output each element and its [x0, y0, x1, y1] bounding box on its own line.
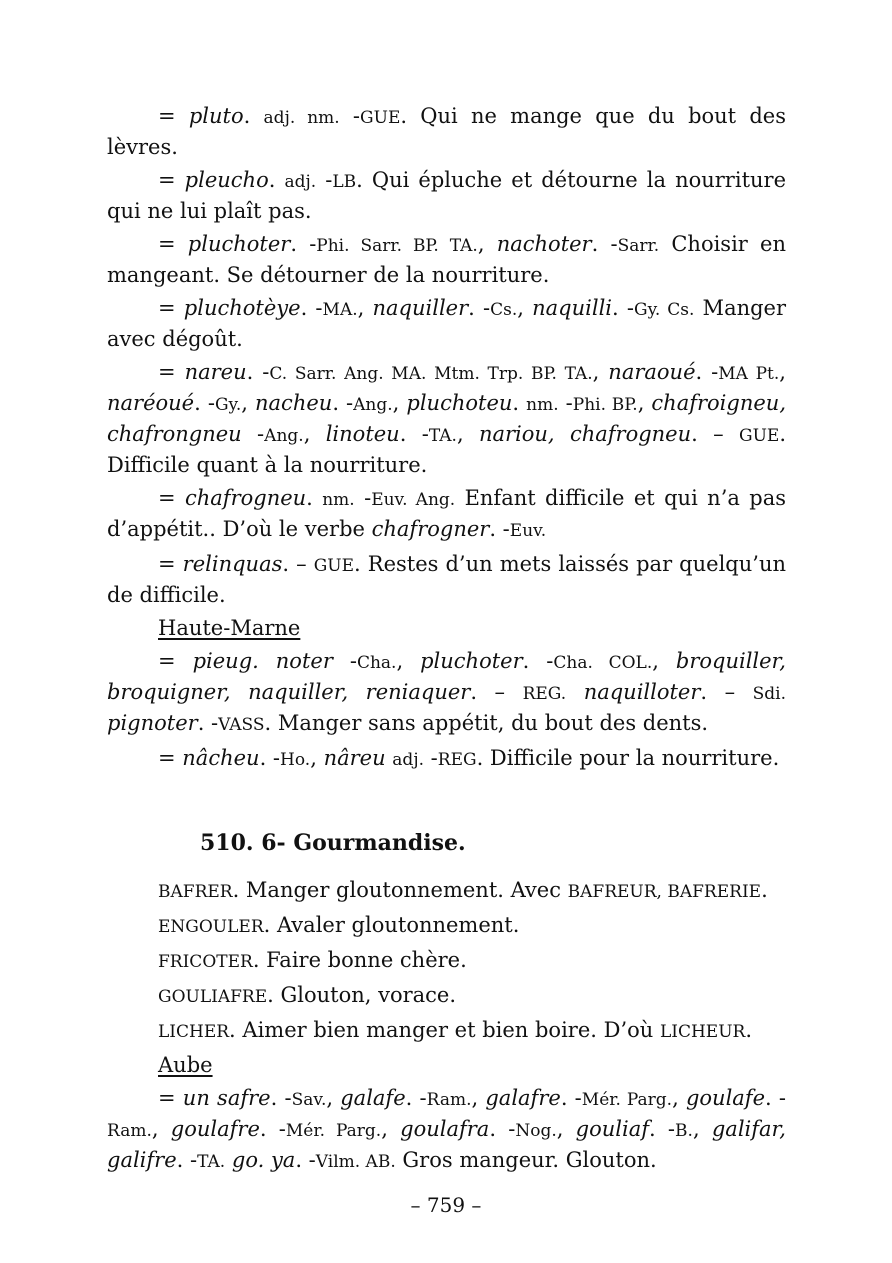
entry-bafrer: BAFRER. Manger gloutonnement. Avec BAFREUR, BAFRERIE. — [158, 878, 768, 902]
entry-nareu: = nareu. -C. Sarr. Ang. MA. Mtm. Trp. BP. TA., naraoué. -MA Pt., naréoué. -Gy., nacheu. -Ang., pluchoteu. nm. -Phi. BP., chafroigneu, chafrongneu -Ang., linoteu. -TA., nariou, chafrogneu. – GUE. Difficile quant à la nourriture. — [107, 360, 787, 477]
entry-pluchoteye: = pluchotèye. -MA., naquiller. -Cs., naquilli. -Gy. Cs. Manger avec dégoût. — [107, 296, 787, 351]
region-heading-aube: Aube — [158, 1053, 213, 1077]
entry-chafrogneu: = chafrogneu. nm. -Euv. Ang. Enfant difficile et qui n’a pas d’appétit.. D’où le verbe chafrogner. -Euv. — [107, 486, 787, 541]
entry-un-safre: = un safre. -Sav., galafe. -Ram., galafre. -Mér. Parg., goulafe. -Ram., goulafre. -Mér. Parg., goulafra. -Nog., gouliaf. -B., galifar, galifre. -TA. go. ya. -Vilm. AB. Gros mangeur. Glouton. — [107, 1086, 786, 1172]
entry-pieug-noter: = pieug. noter -Cha., pluchoter. -Cha. COL., broquiller, broquigner, naquiller, reniaquer. – REG. naquilloter. – Sdi. pignoter. -VASS. Manger sans appétit, du bout des dents. — [107, 649, 787, 735]
entry-pluto: = pluto. adj. nm. -GUE. Qui ne mange que du bout des lèvres. — [107, 104, 786, 159]
region-heading-haute-marne: Haute-Marne — [158, 616, 301, 640]
entry-fricoter: FRICOTER. Faire bonne chère. — [158, 948, 467, 972]
entry-gouliafre: GOULIAFRE. Glouton, vorace. — [158, 983, 457, 1007]
entry-nacheu: = nâcheu. -Ho., nâreu adj. -REG. Difficile pour la nourriture. — [158, 746, 780, 770]
entry-pluchoter: = pluchoter. -Phi. Sarr. BP. TA., nachoter. -Sarr. Choisir en mangeant. Se détourner de la nourriture. — [107, 232, 786, 287]
section-title: 510. 6- Gourmandise. — [200, 830, 466, 856]
entry-pleucho: = pleucho. adj. -LB. Qui épluche et détourne la nourriture qui ne lui plaît pas. — [107, 168, 786, 223]
entry-licher: LICHER. Aimer bien manger et bien boire. D’où LICHEUR. — [158, 1018, 753, 1042]
entry-engouler: ENGOULER. Avaler gloutonnement. — [158, 913, 520, 937]
entry-relinquas: = relinquas. – GUE. Restes d’un mets laissés par quelqu’un de difficile. — [107, 552, 786, 607]
page-body — [107, 102, 786, 1181]
page-number: – 759 – — [410, 1193, 482, 1217]
